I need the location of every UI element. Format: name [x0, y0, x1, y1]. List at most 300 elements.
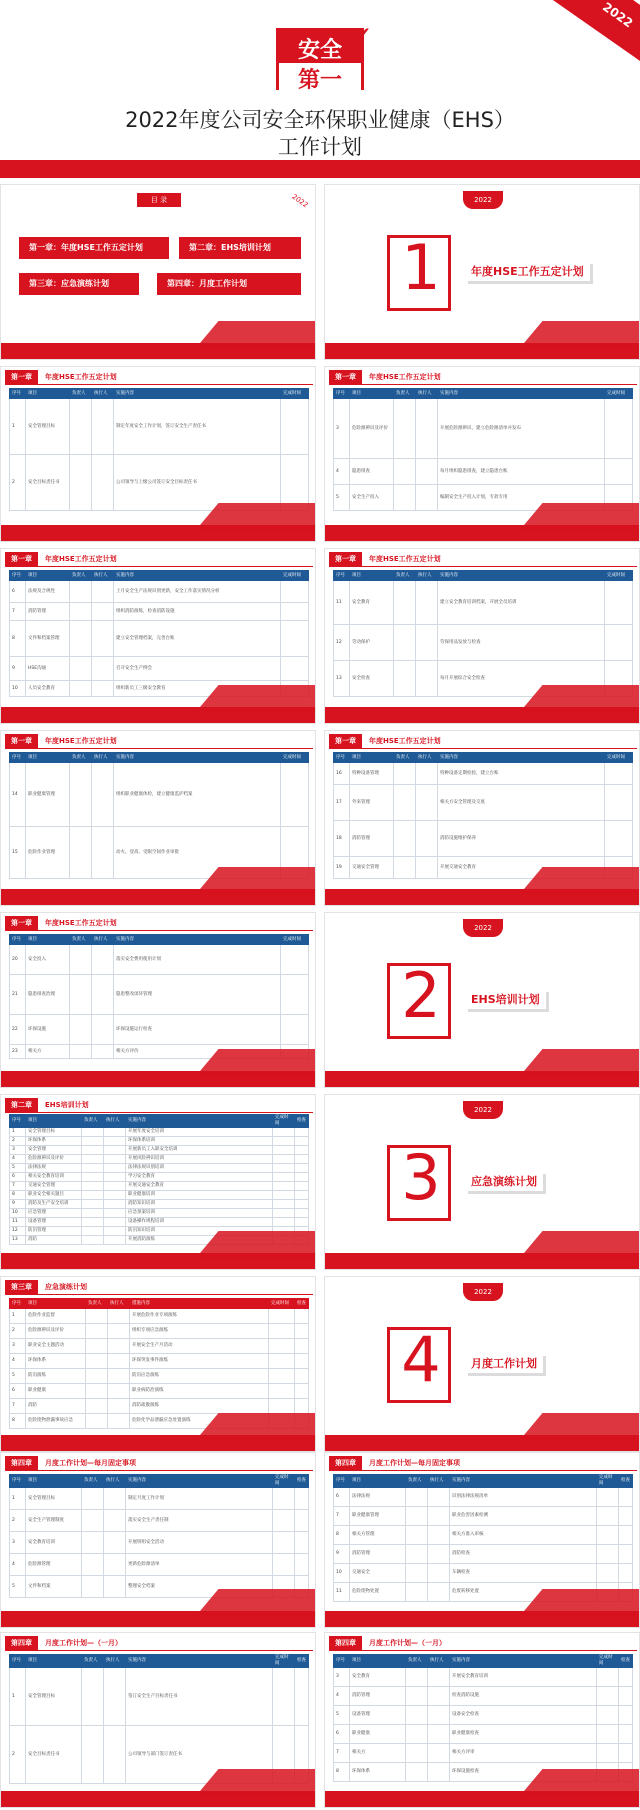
table-cell [428, 1507, 450, 1526]
table-cell [273, 1173, 295, 1182]
table-cell [82, 1510, 104, 1532]
table-cell [82, 1576, 104, 1598]
table-cell [619, 1668, 633, 1687]
table-cell [273, 1554, 295, 1576]
col-header: 实施内容 [114, 935, 281, 945]
col-header: 项目 [26, 1655, 82, 1668]
chapter-number: 1 [401, 231, 441, 304]
table-row [10, 1369, 309, 1384]
monthly-table [333, 1654, 633, 1782]
col-header: 执行人 [92, 389, 114, 399]
table-cell: 开展安全教育培训 [450, 1668, 597, 1687]
table-cell: 4 [10, 1155, 26, 1164]
table-cell [108, 1339, 130, 1354]
logo-line1: 安全 [297, 38, 342, 63]
col-header: 负责人 [82, 1475, 104, 1488]
table-cell [619, 1744, 633, 1763]
table-cell [619, 1706, 633, 1725]
table-cell [82, 1236, 104, 1245]
monthly-table [9, 1654, 309, 1784]
toc-item-4[interactable]: 第四章：月度工作计划 [157, 273, 301, 295]
table-row: 21 隐患排查治理 隐患整改闭环管理 [10, 975, 309, 1015]
table-cell [86, 1414, 108, 1429]
col-header: 负责人 [70, 389, 92, 399]
table-cell [295, 1369, 309, 1384]
table-row [10, 1309, 309, 1324]
table-cell [273, 1191, 295, 1200]
table-row [334, 1526, 633, 1545]
table-cell: 环保体系 [26, 1354, 86, 1369]
table-cell [406, 1583, 428, 1602]
table-cell [295, 1354, 309, 1369]
table-cell: 落实安全生产责任制 [126, 1510, 273, 1532]
table-cell: 环保体系 [26, 1137, 82, 1146]
table-cell: 3 [10, 1532, 26, 1554]
table-cell [619, 1507, 633, 1526]
table-row [10, 1324, 309, 1339]
table-cell [273, 1532, 295, 1554]
table-cell: 法律法规 [350, 1488, 406, 1507]
cover-year: 2022 [463, 191, 503, 209]
table-row: 12 劳动保护 劳保用品发放与检查 [334, 625, 633, 661]
table-row [334, 1545, 633, 1564]
table-cell [619, 1545, 633, 1564]
col-header: 负责人 [406, 1655, 428, 1668]
table-row [10, 1182, 309, 1191]
table-row [10, 1532, 309, 1554]
table-cell: 1 [10, 1668, 26, 1726]
slide-footer [1, 1435, 315, 1451]
col-header: 实施内容 [126, 1475, 273, 1488]
table-cell [406, 1507, 428, 1526]
table-row: 9 HSE沟通 召开安全生产例会 [10, 657, 309, 681]
slide-footer [325, 525, 639, 541]
col-header: 执行人 [104, 1655, 126, 1668]
table-cell [406, 1763, 428, 1782]
col-header: 序号 [10, 1655, 26, 1668]
table-row: 13 安全检查 每月开展综合安全检查 [334, 661, 633, 697]
col-header: 执行人 [108, 1299, 130, 1309]
table-cell: 1 [10, 1309, 26, 1324]
chapter1-cover [324, 184, 640, 360]
table-row: 5 安全生产投入 编制安全生产投入计划，专款专用 [334, 485, 633, 511]
table-cell [428, 1668, 450, 1687]
col-header: 序号 [10, 1115, 26, 1128]
table-cell: 7 [10, 1182, 26, 1191]
chapter-title: 月度工作计划 [465, 1353, 543, 1373]
table-row [10, 1209, 309, 1218]
table-cell [86, 1369, 108, 1384]
col-header: 序号 [10, 1475, 26, 1488]
table-cell [104, 1227, 126, 1236]
col-header: 执行人 [104, 1115, 126, 1128]
table-row [10, 1200, 309, 1209]
table-cell: 防汛知识培训 [126, 1227, 273, 1236]
table-row: 20 安全投入 落实安全费用使用计划 [10, 945, 309, 975]
table-cell [428, 1526, 450, 1545]
col-header: 完成时间 [281, 753, 309, 763]
table-cell: 6 [334, 1725, 350, 1744]
table-cell [104, 1218, 126, 1227]
slide-title: 年度HSE工作五定计划 [45, 737, 117, 745]
table-cell [86, 1399, 108, 1414]
table-row [10, 1354, 309, 1369]
col-header: 完成时间 [281, 571, 309, 581]
slide-title: 月度工作计划—每月固定事项 [45, 1459, 136, 1467]
title-slide [0, 0, 640, 178]
slide-footer [1, 525, 315, 541]
col-header: 执行人 [92, 753, 114, 763]
table-cell [82, 1164, 104, 1173]
table-cell [104, 1200, 126, 1209]
table-cell [104, 1182, 126, 1191]
table-cell: 环保体系 [350, 1763, 406, 1782]
toc-heading: 目 录 [137, 193, 181, 207]
table-cell [104, 1236, 126, 1245]
table-cell: 相关安全教育培训 [26, 1173, 82, 1182]
col-header: 完成时间 [605, 753, 633, 763]
table-cell: 危险废物处置 [350, 1583, 406, 1602]
toc-year: 2022 [290, 192, 310, 210]
table-cell: 4 [334, 1687, 350, 1706]
table-cell: 1 [10, 1488, 26, 1510]
table-cell [295, 1137, 309, 1146]
table-row [334, 1744, 633, 1763]
main-title-line1: 2022年度公司安全环保职业健康（EHS） [125, 108, 515, 132]
chapter-number: 3 [401, 1141, 441, 1214]
col-header: 负责人 [70, 571, 92, 581]
table-cell [406, 1687, 428, 1706]
chapter-tag: 第四章 [5, 1456, 38, 1470]
table-cell: 安全教育培训 [26, 1532, 82, 1554]
table-cell: 8 [10, 1191, 26, 1200]
table-cell: 5 [10, 1164, 26, 1173]
table-cell: 消防知识培训 [126, 1200, 273, 1209]
table-cell [295, 1324, 309, 1339]
table-cell: 9 [10, 1200, 26, 1209]
table-cell [269, 1399, 295, 1414]
table-cell [269, 1324, 295, 1339]
table-row: 7 消防管理 组织消防演练，检查消防设施 [10, 603, 309, 621]
table-row: 18 消防管理 消防设施维护保养 [334, 821, 633, 857]
table-cell: 8 [334, 1763, 350, 1782]
table-cell: 设备管理 [26, 1218, 82, 1227]
slide-footer [1, 1071, 315, 1087]
table-cell: 5 [334, 1706, 350, 1725]
table-cell [428, 1763, 450, 1782]
slide-footer [325, 1611, 639, 1627]
table-cell [104, 1510, 126, 1532]
col-header: 负责人 [86, 1299, 108, 1309]
table-cell [428, 1564, 450, 1583]
col-header: 实施内容 [438, 571, 605, 581]
table-cell: 防汛演练 [26, 1369, 86, 1384]
table-row [10, 1137, 309, 1146]
col-header: 序号 [10, 571, 26, 581]
col-header: 项目 [26, 753, 70, 763]
table-cell [295, 1339, 309, 1354]
col-header: 序号 [10, 389, 26, 399]
table-cell [273, 1218, 295, 1227]
table-cell: 职业健康 [350, 1725, 406, 1744]
table-row: 10 人员安全教育 组织新员工三级安全教育 [10, 681, 309, 697]
table-cell: 相关方准入审核 [450, 1526, 597, 1545]
table-row [334, 1488, 633, 1507]
table-cell [86, 1324, 108, 1339]
table-row: 17 外来管理 相关方安全管理及交底 [334, 785, 633, 821]
col-header: 负责人 [82, 1655, 104, 1668]
table-cell: 11 [334, 1583, 350, 1602]
table-row: 1 安全管理目标 制定年度安全工作计划，签订安全生产责任书 [10, 399, 309, 455]
col-header: 完成时间 [281, 389, 309, 399]
col-header: 实施内容 [114, 753, 281, 763]
col-header: 负责人 [82, 1115, 104, 1128]
plan-table [9, 934, 309, 1059]
table-cell [295, 1200, 309, 1209]
table-cell [273, 1200, 295, 1209]
table-cell: 签订安全生产目标责任书 [126, 1668, 273, 1726]
table-cell: 11 [10, 1218, 26, 1227]
table-cell: 环保体系培训 [126, 1137, 273, 1146]
table-cell [273, 1146, 295, 1155]
table-cell: 设备安全检查 [450, 1706, 597, 1725]
table-cell: 6 [334, 1488, 350, 1507]
table-row: 3 危险源辨识及评价 开展危险源辨识，建立危险源清单并发布 [334, 399, 633, 459]
chapter-tag: 第一章 [329, 734, 362, 748]
col-header: 执行人 [92, 935, 114, 945]
col-header: 序号 [334, 753, 350, 763]
slide-footer [325, 1435, 639, 1451]
table-cell: 组织专项应急演练 [130, 1324, 269, 1339]
table-row [334, 1564, 633, 1583]
table-cell: 文件和档案 [26, 1576, 82, 1598]
table-cell [295, 1309, 309, 1324]
table-cell [269, 1354, 295, 1369]
table-cell [619, 1687, 633, 1706]
chapter-tag: 第三章 [5, 1280, 38, 1294]
table-cell [406, 1668, 428, 1687]
monthly-table [9, 1474, 309, 1598]
slide-footer [1, 343, 315, 359]
slide-title: 年度HSE工作五定计划 [45, 555, 117, 563]
col-header: 项目 [26, 389, 70, 399]
slide-footer [325, 1791, 639, 1807]
table-cell [295, 1668, 309, 1726]
col-header: 实施内容 [450, 1655, 597, 1668]
table-cell [82, 1137, 104, 1146]
table-cell: 设备操作规程培训 [126, 1218, 273, 1227]
table-cell: 安全教育 [350, 1668, 406, 1687]
table-cell [295, 1164, 309, 1173]
col-header: 实施内容 [114, 389, 281, 399]
table-cell [104, 1576, 126, 1598]
col-header: 执行人 [92, 571, 114, 581]
table-cell: 2 [10, 1137, 26, 1146]
table-cell [597, 1507, 619, 1526]
table-cell: 开展安全生产月活动 [130, 1339, 269, 1354]
table-cell [104, 1668, 126, 1726]
table-row [334, 1687, 633, 1706]
col-header: 负责人 [394, 571, 416, 581]
ch1-slide-g [0, 912, 316, 1088]
chapter-tag: 第一章 [5, 916, 38, 930]
table-row: 6 法规及合规性 上月安全生产法规识别更新，安全工作落实情况分析 [10, 581, 309, 603]
table-cell [295, 1182, 309, 1191]
table-cell: 12 [10, 1227, 26, 1236]
table-cell: 环保设施检查 [450, 1763, 597, 1782]
ch1-slide-f [324, 730, 640, 906]
chapter4-cover [324, 1276, 640, 1452]
table-cell: 环保突发事件演练 [130, 1354, 269, 1369]
table-cell [82, 1182, 104, 1191]
col-header: 实施内容 [438, 753, 605, 763]
table-cell: 相关方评审 [450, 1744, 597, 1763]
table-cell: 7 [334, 1744, 350, 1763]
table-cell: 危险化学品泄漏应急处置演练 [130, 1414, 269, 1429]
table-cell: 开展年度安全培训 [126, 1128, 273, 1137]
table-cell [82, 1128, 104, 1137]
table-cell: 2 [10, 1324, 26, 1339]
ch1-slide-b [324, 366, 640, 542]
table-row [334, 1706, 633, 1725]
table-cell [82, 1218, 104, 1227]
table-row: 11 安全教育 建立安全教育培训档案，开展全员培训 [334, 581, 633, 625]
ch4-slide-a [0, 1452, 316, 1628]
table-cell: 消防 [26, 1236, 82, 1245]
table-cell: 危险源辨识及评价 [26, 1155, 82, 1164]
table-cell: 学习安全教育 [126, 1173, 273, 1182]
table-cell: 危险作业监督 [26, 1309, 86, 1324]
col-header: 序号 [10, 935, 26, 945]
table-cell [104, 1554, 126, 1576]
table-cell: 法律法规识别培训 [126, 1164, 273, 1173]
slide-footer [1, 1253, 315, 1269]
col-header: 负责人 [70, 753, 92, 763]
chapter-title: 年度HSE工作五定计划 [465, 261, 590, 281]
toc-item-2[interactable]: 第二章：EHS培训计划 [179, 237, 301, 259]
table-cell [104, 1488, 126, 1510]
table-row [10, 1399, 309, 1414]
table-cell [104, 1191, 126, 1200]
col-header: 负责人 [70, 935, 92, 945]
table-row: 4 隐患排查 每月组织隐患排查，建立隐患台账 [334, 459, 633, 485]
col-header: 检查 [295, 1655, 309, 1668]
col-header: 完成时间 [597, 1475, 619, 1488]
col-header: 项目 [350, 753, 394, 763]
table-cell: 整理安全档案 [126, 1576, 273, 1598]
table-cell [86, 1339, 108, 1354]
table-row: 23 相关方 相关方评价 [10, 1045, 309, 1059]
chapter-number: 2 [401, 959, 441, 1032]
table-cell [82, 1668, 104, 1726]
table-cell [295, 1128, 309, 1137]
table-cell: 职业健康管理 [350, 1507, 406, 1526]
table-cell [295, 1554, 309, 1576]
col-header: 完成时间 [605, 389, 633, 399]
table-cell: 5 [10, 1369, 26, 1384]
table-cell: 法律法规 [26, 1164, 82, 1173]
col-header: 实施内容 [126, 1655, 273, 1668]
col-header: 序号 [10, 1299, 26, 1309]
table-cell: 9 [334, 1545, 350, 1564]
table-cell [597, 1687, 619, 1706]
table-cell: 消防管理 [350, 1687, 406, 1706]
col-header: 完成时间 [273, 1115, 295, 1128]
chapter-tag: 第四章 [5, 1636, 38, 1650]
table-cell [597, 1526, 619, 1545]
table-cell: 开展班组安全活动 [126, 1532, 273, 1554]
table-cell [82, 1173, 104, 1182]
chapter-tag: 第一章 [329, 552, 362, 566]
table-cell [269, 1369, 295, 1384]
ch1-slide-d [324, 548, 640, 724]
table-cell [428, 1725, 450, 1744]
table-cell [597, 1668, 619, 1687]
table-cell [273, 1128, 295, 1137]
chapter-tag: 第一章 [5, 734, 38, 748]
table-cell [428, 1545, 450, 1564]
table-cell [295, 1384, 309, 1399]
table-cell [406, 1725, 428, 1744]
table-cell [406, 1744, 428, 1763]
table-row [10, 1510, 309, 1532]
ch2-slide [0, 1094, 316, 1270]
table-cell [108, 1399, 130, 1414]
table-cell [82, 1209, 104, 1218]
col-header: 项目 [350, 571, 394, 581]
table-cell [273, 1164, 295, 1173]
table-cell [104, 1209, 126, 1218]
toc-item-3[interactable]: 第三章：应急演练计划 [19, 273, 139, 295]
table-cell: 应急预案培训 [126, 1209, 273, 1218]
table-cell [273, 1488, 295, 1510]
table-cell [82, 1554, 104, 1576]
slide-footer [1, 707, 315, 723]
table-cell [104, 1173, 126, 1182]
table-cell [269, 1339, 295, 1354]
col-header: 实施内容 [438, 389, 605, 399]
toc-item-1[interactable]: 第一章：年度HSE工作五定计划 [19, 237, 169, 259]
plan-table [9, 388, 309, 511]
table-cell: 安全管理目标 [26, 1488, 82, 1510]
table-cell [406, 1564, 428, 1583]
table-cell: 防汛管理 [26, 1227, 82, 1236]
col-header: 项目 [350, 389, 394, 399]
table-cell [295, 1510, 309, 1532]
table-cell [597, 1744, 619, 1763]
col-header: 序号 [334, 389, 350, 399]
col-header: 负责人 [406, 1475, 428, 1488]
col-header: 完成时间 [605, 571, 633, 581]
slide-title: 年度HSE工作五定计划 [369, 373, 441, 381]
col-header: 完成时间 [597, 1655, 619, 1668]
ch4-slide-b [324, 1452, 640, 1628]
table-row [334, 1725, 633, 1744]
table-cell [273, 1155, 295, 1164]
table-cell [82, 1488, 104, 1510]
table-cell [295, 1532, 309, 1554]
table-cell [104, 1137, 126, 1146]
col-header: 检查 [295, 1475, 309, 1488]
table-cell: 3 [334, 1668, 350, 1687]
col-header: 项目 [26, 1299, 86, 1309]
col-header: 项目 [26, 1115, 82, 1128]
table-cell [104, 1155, 126, 1164]
table-cell: 安全管理 [26, 1146, 82, 1155]
chapter-tag: 第二章 [5, 1098, 38, 1112]
monthly-table [333, 1474, 633, 1602]
table-cell: 4 [10, 1554, 26, 1576]
